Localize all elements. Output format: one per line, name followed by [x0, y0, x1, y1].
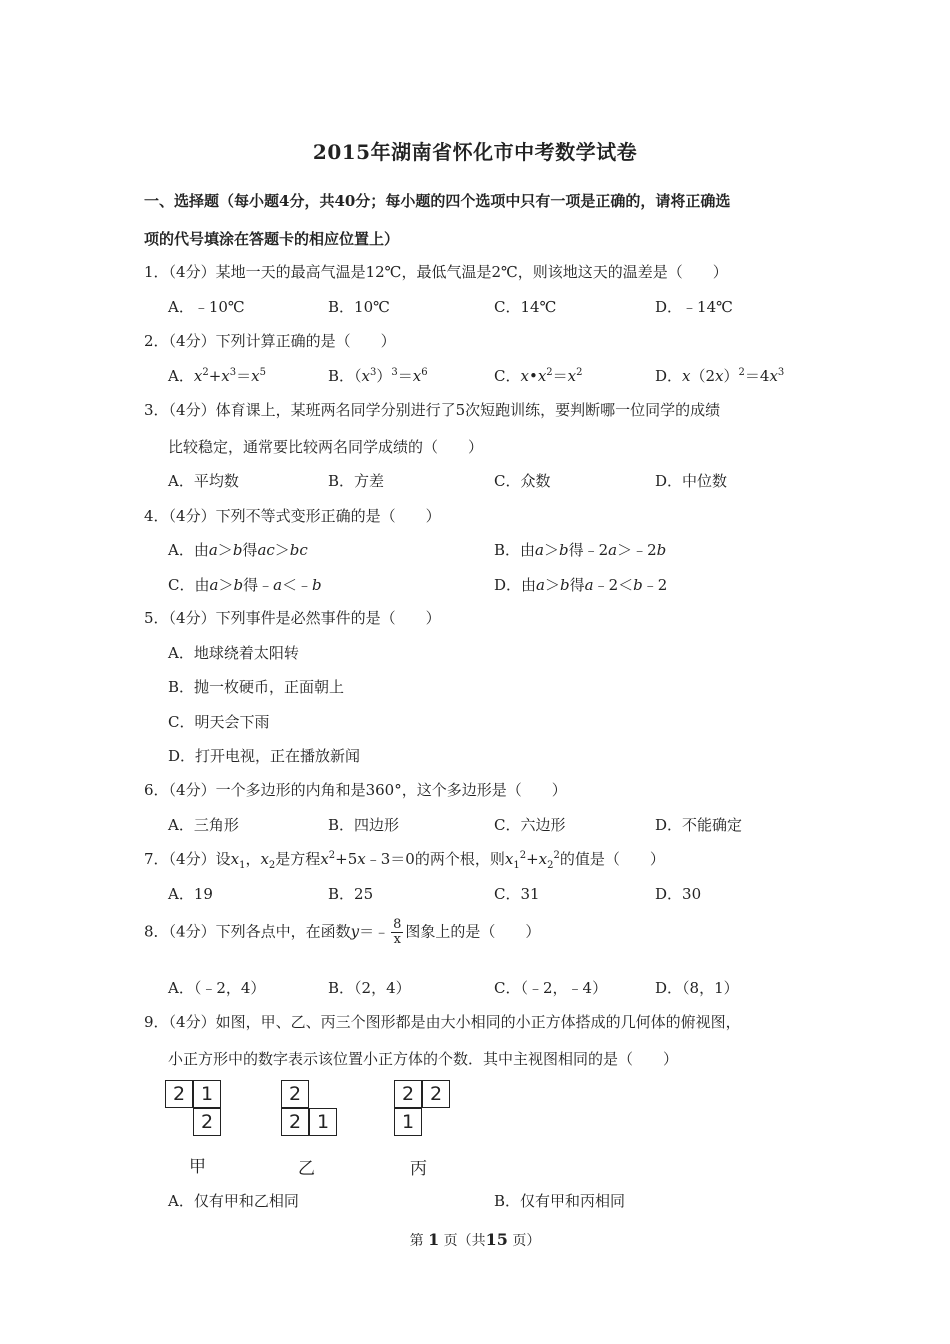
q6-option-d: D．不能确定 [655, 816, 743, 834]
q2-option-b: B．$(x^3)^3=x^6$ [328, 367, 428, 385]
q5-option-d: D．打开电视，正在播放新闻 [168, 747, 361, 765]
figure-yi-cell: 1 [309, 1108, 337, 1136]
q9-option-a: A．仅有甲和乙相同 [168, 1192, 299, 1210]
figure-jia-label: 甲 [189, 1157, 206, 1177]
q9-stem-line1: 9．（4分）如图，甲、乙、丙三个图形都是由大小相同的小正方体搭成的几何体的俯视图， [144, 1013, 741, 1031]
figure-jia [165, 1080, 227, 1140]
q9-stem-line2: 小正方形中的数字表示该位置小正方体的个数．其中主视图相同的是（ ） [168, 1050, 679, 1068]
q8-option-d: D．（8，1） [655, 979, 739, 997]
q1-option-b: B．10℃ [328, 298, 390, 316]
q2-option-a: A．$x^2+x^3=x^5$ [168, 367, 266, 385]
page-footer: 第 1 页（共15 页） [409, 1230, 541, 1249]
q3-stem-line2: 比较稳定，通常要比较两名同学成绩的（ ） [168, 438, 484, 456]
q5-option-a: A．地球绕着太阳转 [168, 644, 299, 662]
figure-bing [394, 1080, 456, 1140]
q4-option-b: B．由a＞b得﹣2a＞﹣2b [494, 541, 667, 559]
q2-stem: 2．（4分）下列计算正确的是（ ） [144, 332, 396, 350]
q5-stem: 5．（4分）下列事件是必然事件的是（ ） [144, 609, 441, 627]
q8-option-b: B．（2，4） [328, 979, 411, 997]
q6-option-a: A．三角形 [168, 816, 239, 834]
page-number: 1 [428, 1230, 440, 1249]
q7-option-b: B．25 [328, 885, 374, 903]
q7-option-d: D．30 [655, 885, 702, 903]
q2-option-c: C．$x•x^2=x^2$ [494, 367, 583, 385]
q8-option-a: A．（﹣2，4） [168, 979, 266, 997]
q4-option-a: A．由a＞b得ac＞bc [168, 541, 308, 559]
section-heading-line2: 项的代号填涂在答题卡的相应位置上） [144, 230, 400, 248]
q9-option-b: B．仅有甲和丙相同 [494, 1192, 626, 1210]
q3-option-b: B．方差 [328, 472, 385, 490]
q5-option-c: C．明天会下雨 [168, 713, 270, 731]
figure-bing-label: 丙 [410, 1159, 427, 1179]
q7-option-c: C．31 [494, 885, 540, 903]
q3-stem-line1: 3．（4分）体育课上，某班两名同学分别进行了5次短跑训练，要判断哪一位同学的成绩 [144, 401, 721, 419]
q8-option-c: C．（﹣2，﹣4） [494, 979, 608, 997]
section-heading-line1: 一、选择题（每小题4分，共40分；每小题的四个选项中只有一项是正确的，请将正确选 [144, 192, 731, 210]
figure-jia-cell: 2 [165, 1080, 193, 1108]
page-title: 2015年湖南省怀化市中考数学试卷 [312, 140, 638, 164]
q1-option-c: C．14℃ [494, 298, 557, 316]
figure-jia-cell: 1 [193, 1080, 221, 1108]
figure-jia-cell: 2 [193, 1108, 221, 1136]
q7-option-a: A．19 [168, 885, 213, 903]
q4-option-c: C．由a＞b得﹣a＜﹣b [168, 576, 322, 594]
q1-stem: 1．（4分）某地一天的最高气温是12℃，最低气温是2℃，则该地这天的温差是（ ） [144, 263, 728, 281]
q4-stem: 4．（4分）下列不等式变形正确的是（ ） [144, 507, 441, 525]
figure-yi-cell: 2 [281, 1108, 309, 1136]
q1-option-d: D．﹣14℃ [655, 298, 733, 316]
q6-stem: 6．（4分）一个多边形的内角和是360°，这个多边形是（ ） [144, 781, 567, 799]
figure-yi [281, 1080, 343, 1140]
figure-bing-cell: 2 [422, 1080, 450, 1108]
q1-option-a: A．﹣10℃ [168, 298, 245, 316]
q8-stem: 8．（4分）下列各点中，在函数y＝﹣ $\frac{8}{x}$ 图象上的是（ ） [144, 917, 541, 947]
q8-fraction: $\frac{8}{x}$ [393, 917, 402, 947]
q6-option-c: C．六边形 [494, 816, 566, 834]
figure-bing-cell: 2 [394, 1080, 422, 1108]
figure-yi-label: 乙 [298, 1159, 315, 1179]
q3-option-a: A．平均数 [168, 472, 239, 490]
q4-option-d: D．由a＞b得a﹣2＜b﹣2 [494, 576, 668, 594]
q3-option-d: D．中位数 [655, 472, 728, 490]
q5-option-b: B．抛一枚硬币，正面朝上 [168, 678, 345, 696]
figure-yi-cell: 2 [281, 1080, 309, 1108]
q2-option-d: D．$x(2x)^2=4x^3$ [655, 367, 785, 385]
page-total: 15 [485, 1230, 508, 1249]
q6-option-b: B．四边形 [328, 816, 400, 834]
q7-stem: 7．（4分）设$x_1$，$x_2$是方程$x^2+5x﹣3=0$的两个根，则$x_1^2+x_2^2$的值是（ ） [144, 850, 665, 871]
q3-option-c: C．众数 [494, 472, 551, 490]
figure-bing-cell: 1 [394, 1108, 422, 1136]
